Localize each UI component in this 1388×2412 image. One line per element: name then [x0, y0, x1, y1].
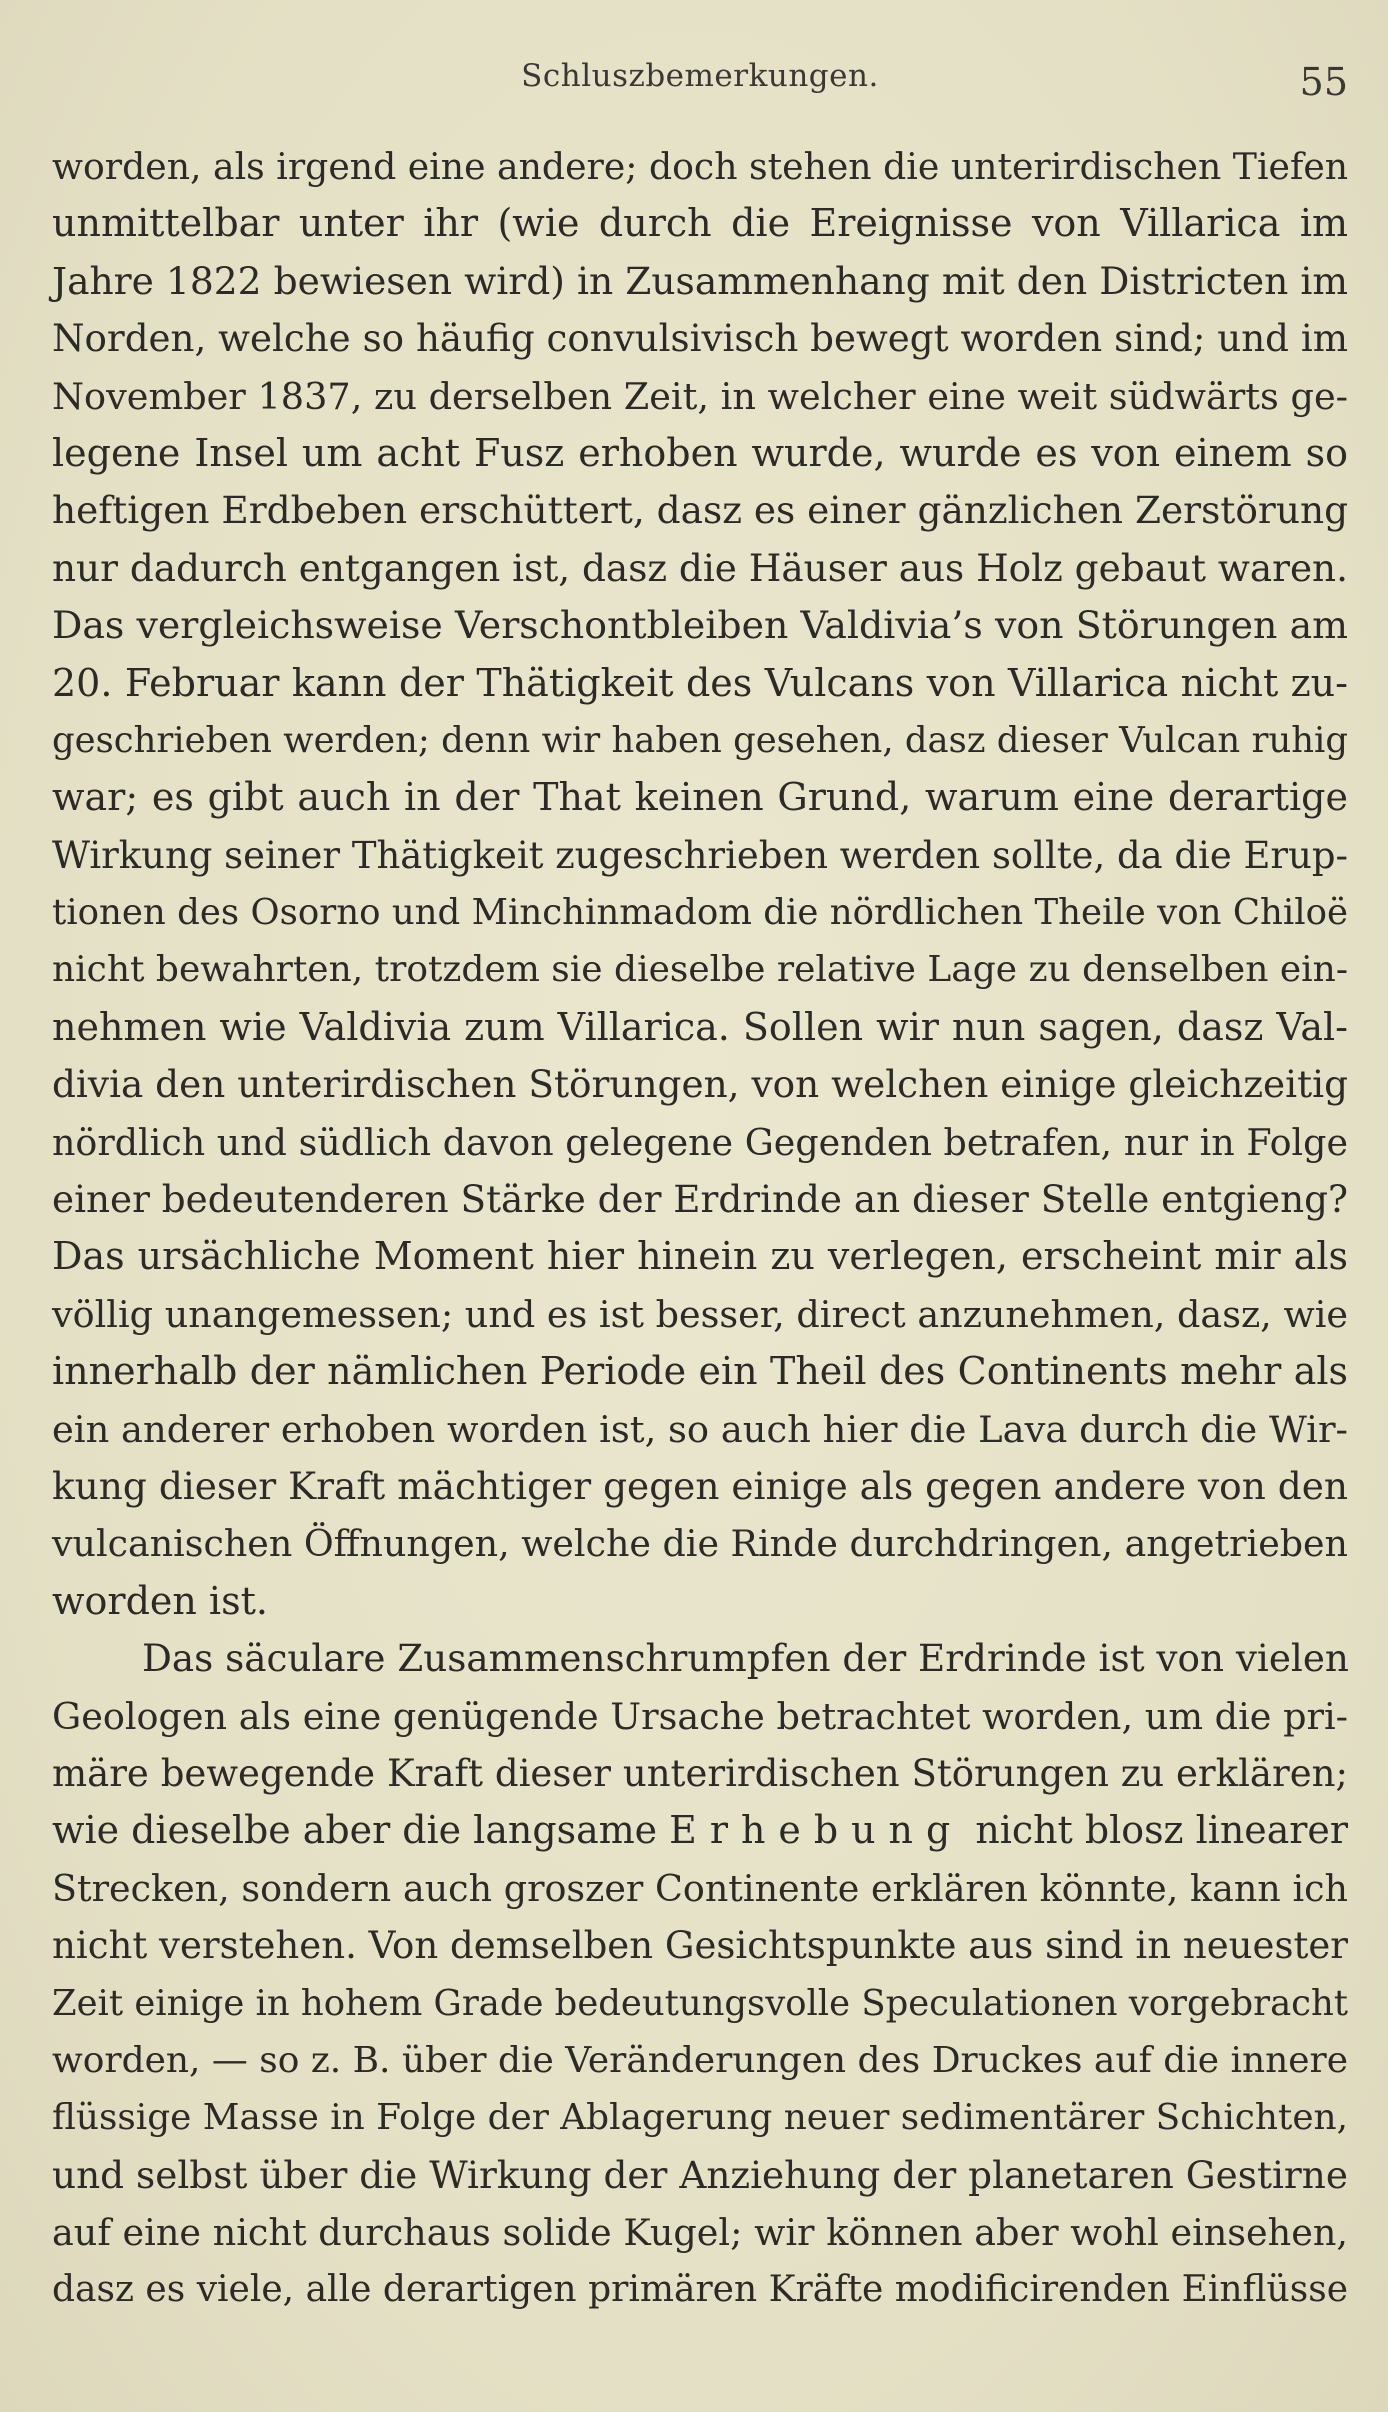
text-line: Norden, welche so häufig convulsivisch bewegt worden sind; und im — [52, 316, 1348, 361]
text-line: auf eine nicht durchaus solide Kugel; wir können aber wohl einsehen, — [52, 2211, 1348, 2255]
text-line: Das vergleichsweise Verschontbleiben Valdivia’s von Störungen am — [52, 603, 1348, 648]
text-line: märe bewegende Kraft dieser unterirdischen Störungen zu erklären; — [52, 1751, 1348, 1795]
text-line-spaced — [52, 1802, 1348, 1859]
text-line: war; es gibt auch in der That keinen Grund, warum eine derartige — [52, 775, 1348, 820]
text-line: heftigen Erdbeben erschüttert, dasz es einer gänzlichen Zerstörung — [52, 488, 1349, 533]
text-line: 20. Februar kann der Thätigkeit des Vulcans von Villarica nicht zu- — [52, 660, 1348, 705]
text-line: nicht verstehen. Von demselben Gesichtspunkte aus sind in neuester — [52, 1924, 1348, 1968]
text-line: divia den unterirdischen Störungen, von welchen einige gleichzeitig — [52, 1062, 1348, 1107]
text-line: tionen des Osorno und Minchinmadom die nördlichen Theile von Chiloë — [52, 892, 1348, 934]
text-line: nur dadurch entgangen ist, dasz die Häuser aus Holz gebaut waren. — [52, 545, 1348, 590]
page-header — [52, 58, 1348, 108]
running-title: Schluszbemerkungen. — [521, 58, 879, 94]
text-line: kung dieser Kraft mächtiger gegen einige als gegen andere von den — [52, 1463, 1348, 1508]
text-line: dasz es viele, alle derartigen primären Kräfte modificirenden Einflüsse — [52, 2269, 1348, 2311]
body-text — [52, 138, 1348, 2319]
text-line: innerhalb der nämlichen Periode ein Theil des Continents mehr als — [52, 1349, 1348, 1394]
text-line: Das ursächliche Moment hier hinein zu verlegen, erscheint mir als — [52, 1234, 1348, 1279]
text-line: Wirkung seiner Thätigkeit zugeschrieben werden sollte, da die Erup- — [52, 833, 1348, 877]
text-line: Das säculare Zusammenschrumpfen der Erdrinde ist von vielen — [142, 1636, 1349, 1681]
text-line: Zeit einige in hohem Grade bedeutungsvolle Speculationen vorgebracht — [52, 1982, 1348, 2024]
text-line: worden ist. — [52, 1578, 268, 1623]
text-line: November 1837, zu derselben Zeit, in welcher eine weit südwärts ge- — [52, 374, 1348, 418]
text-line: völlig unangemessen; und es ist besser, direct anzunehmen, dasz, wie — [52, 1292, 1348, 1336]
text-line: flüssige Masse in Folge der Ablagerung neuer sedimentärer Schichten, — [52, 2097, 1348, 2139]
text-line: worden, — so z. B. über die Veränderungen des Druckes auf die innere — [52, 2039, 1348, 2081]
text-line: legene Insel um acht Fusz erhoben wurde, wurde es von einem so — [52, 430, 1348, 475]
text-line: einer bedeutenderen Stärke der Erdrinde an dieser Stelle entgieng? — [52, 1177, 1348, 1222]
text-line: nördlich und südlich davon gelegene Gegenden betrafen, nur in Folge — [52, 1120, 1348, 1164]
text-line: worden, als irgend eine andere; doch stehen die unterirdischen Tiefen — [52, 145, 1349, 188]
text-line: Jahre 1822 bewiesen wird) in Zusammenhang mit den Districten im — [52, 258, 1348, 303]
text-line: und selbst über die Wirkung der Anziehung der planetaren Gestirne — [52, 2152, 1348, 2197]
text-line: Geologen als eine genügende Ursache betrachtet worden, um die pri- — [52, 1694, 1348, 1738]
text-fragment: nicht blosz linearer — [963, 1808, 1349, 1853]
page-number: 55 — [1299, 60, 1348, 104]
text-line: nicht bewahrten, trotzdem sie dieselbe relative Lage zu denselben ein- — [52, 949, 1348, 991]
spaced-word: Erhebung — [669, 1808, 964, 1853]
text-line: nehmen wie Valdivia zum Villarica. Sollen wir nun sagen, dasz Val- — [52, 1004, 1348, 1049]
text-line: unmittelbar unter ihr (wie durch die Ereignisse von Villarica im — [52, 201, 1348, 246]
text-line: Strecken, sondern auch groszer Continente erklären könnte, kann ich — [52, 1866, 1348, 1910]
text-line: ein anderer erhoben worden ist, so auch hier die Lava durch die Wir- — [52, 1407, 1348, 1451]
text-fragment: wie dieselbe aber die langsame — [52, 1808, 670, 1853]
text-line: geschrieben werden; denn wir haben gesehen, dasz dieser Vulcan ruhig — [52, 719, 1348, 761]
text-line: vulcanischen Öffnungen, welche die Rinde durchdringen, angetrieben — [52, 1522, 1348, 1566]
